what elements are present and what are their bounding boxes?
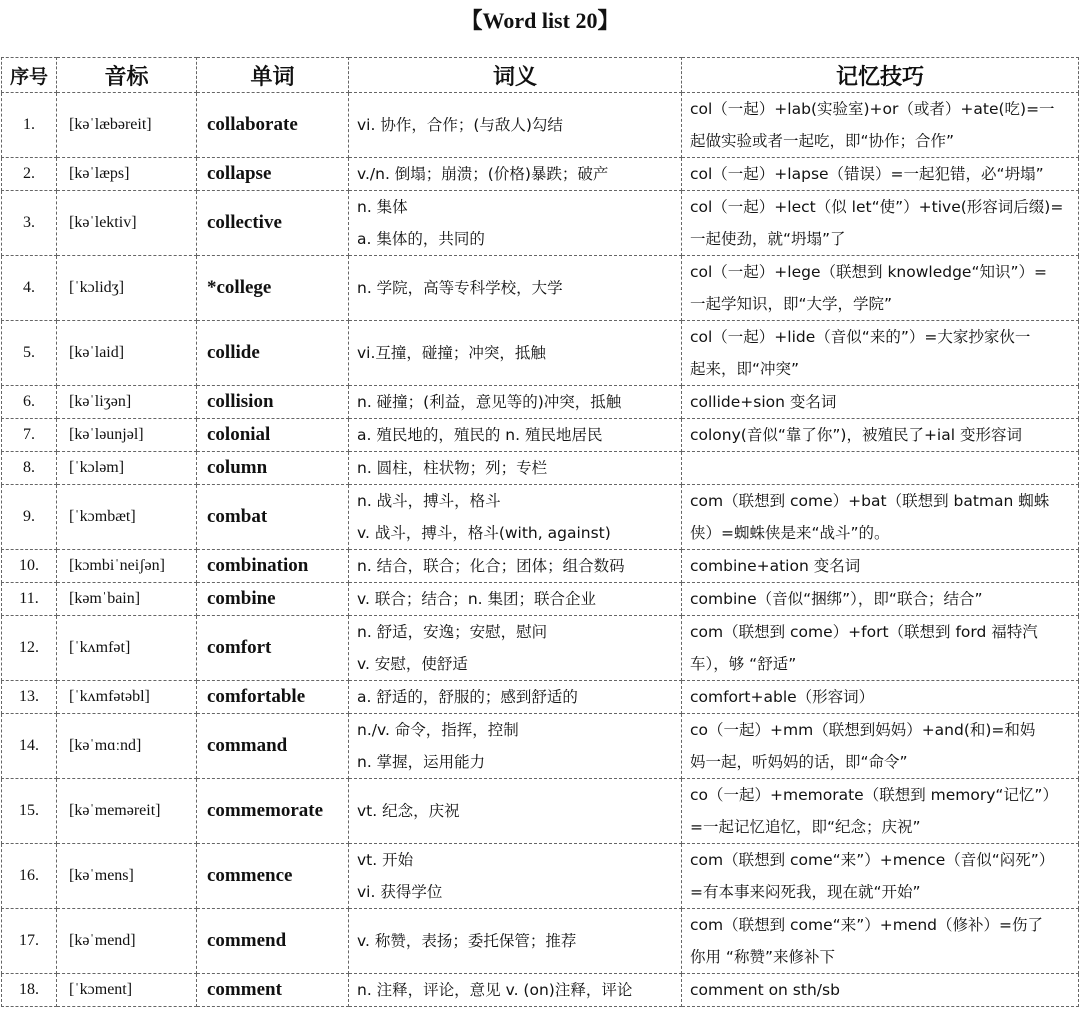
header-meaning: 词义 — [349, 58, 682, 93]
headword: collective — [197, 191, 349, 256]
definition-line: a. 殖民地的，殖民的 n. 殖民地居民 — [357, 426, 603, 444]
definition-line: v. 安慰，使舒适 — [357, 655, 468, 673]
memory-tip-cell — [682, 191, 1079, 256]
header-seq: 序号 — [2, 58, 57, 93]
table-header-row — [2, 58, 1079, 93]
definition-line: a. 集体的，共同的 — [357, 230, 485, 248]
table-row — [2, 779, 1079, 844]
definition-cell — [349, 256, 682, 321]
memory-tip-cell — [682, 158, 1079, 191]
word-list-table — [1, 57, 1079, 1007]
definition-cell — [349, 844, 682, 909]
definition-cell — [349, 321, 682, 386]
phonetic: [kəˈmɑːnd] — [57, 714, 197, 779]
headword: collapse — [197, 158, 349, 191]
row-number: 5. — [2, 321, 57, 386]
headword: *college — [197, 256, 349, 321]
row-number: 9. — [2, 485, 57, 550]
definition-cell — [349, 681, 682, 714]
page-title: 【Word list 20】 — [460, 8, 620, 33]
memory-tip-line: com（联想到 come“来”）+mence（音似“闷死”） — [690, 851, 1055, 869]
definition-cell — [349, 485, 682, 550]
definition-line: vi. 协作，合作；(与敌人)勾结 — [357, 116, 563, 134]
phonetic: [ˈkɔment] — [57, 974, 197, 1007]
memory-tip-cell — [682, 583, 1079, 616]
table-row — [2, 485, 1079, 550]
memory-tip-line: col（一起）+lege（联想到 knowledge“知识”）= — [690, 263, 1048, 281]
row-number: 1. — [2, 93, 57, 158]
row-number: 2. — [2, 158, 57, 191]
table-row — [2, 974, 1079, 1007]
memory-tip-line: 起做实验或者一起吃，即“协作；合作” — [690, 132, 955, 150]
phonetic: [kəˈləunjəl] — [57, 419, 197, 452]
headword: collaborate — [197, 93, 349, 158]
memory-tip-line: 车），够 “舒适” — [690, 655, 797, 673]
definition-line: n. 掌握，运用能力 — [357, 753, 486, 771]
phonetic: [ˈkʌmfət] — [57, 616, 197, 681]
definition-cell — [349, 452, 682, 485]
definition-line: n. 结合，联合；化合；团体；组合数码 — [357, 557, 625, 575]
definition-line: n. 碰撞；(利益，意见等的)冲突，抵触 — [357, 393, 622, 411]
table-row — [2, 93, 1079, 158]
headword: column — [197, 452, 349, 485]
phonetic: [kɔmbiˈneiʃən] — [57, 550, 197, 583]
memory-tip-line: col（一起）+lide（音似“来的”）=大家抄家伙一 — [690, 328, 1031, 346]
definition-cell — [349, 158, 682, 191]
memory-tip-line: 侠）=蜘蛛侠是来“战斗”的。 — [690, 524, 890, 542]
memory-tip-line: 起来，即“冲突” — [690, 360, 800, 378]
row-number: 3. — [2, 191, 57, 256]
headword: colonial — [197, 419, 349, 452]
definition-cell — [349, 583, 682, 616]
definition-line: n. 战斗，搏斗，格斗 — [357, 492, 501, 510]
memory-tip-line: combine（音似“捆绑”），即“联合；结合” — [690, 590, 983, 608]
memory-tip-line: co（一起）+memorate（联想到 memory“记忆”） — [690, 786, 1058, 804]
memory-tip-line: 你用 “称赞”来修补下 — [690, 948, 835, 966]
memory-tip-cell — [682, 452, 1079, 485]
memory-tip-line: col（一起）+lab(实验室)+or（或者）+ate(吃)=一 — [690, 100, 1055, 118]
definition-line: v. 联合；结合；n. 集团；联合企业 — [357, 590, 597, 608]
row-number: 18. — [2, 974, 57, 1007]
definition-cell — [349, 93, 682, 158]
definition-line: v./n. 倒塌；崩溃；(价格)暴跌；破产 — [357, 165, 609, 183]
memory-tip-line: colony(音似“靠了你”)，被殖民了+ial 变形容词 — [690, 426, 1022, 444]
memory-tip-line: col（一起）+lect（似 let“使”）+tive(形容词后缀)= — [690, 198, 1064, 216]
phonetic: [kəˈmens] — [57, 844, 197, 909]
table-row — [2, 419, 1079, 452]
definition-cell — [349, 550, 682, 583]
row-number: 11. — [2, 583, 57, 616]
headword: command — [197, 714, 349, 779]
table-row — [2, 386, 1079, 419]
definition-cell — [349, 909, 682, 974]
phonetic: [ˈkɔləm] — [57, 452, 197, 485]
memory-tip-line: com（联想到 come“来”）+mend（修补）=伤了 — [690, 916, 1044, 934]
definition-line: v. 称赞，表扬；委托保管；推荐 — [357, 932, 577, 950]
memory-tip-line: combine+ation 变名词 — [690, 557, 861, 575]
definition-cell — [349, 386, 682, 419]
row-number: 8. — [2, 452, 57, 485]
table-row — [2, 616, 1079, 681]
table-row — [2, 256, 1079, 321]
memory-tip-line: co（一起）+mm（联想到妈妈）+and(和)=和妈 — [690, 721, 1036, 739]
row-number: 15. — [2, 779, 57, 844]
memory-tip-line: 一起学知识，即“大学，学院” — [690, 295, 893, 313]
header-word: 单词 — [197, 58, 349, 93]
table-row — [2, 191, 1079, 256]
table-row — [2, 681, 1079, 714]
header-ipa: 音标 — [57, 58, 197, 93]
memory-tip-line: com（联想到 come）+fort（联想到 ford 福特汽 — [690, 623, 1038, 641]
memory-tip-line: 一起使劲，就“坍塌”了 — [690, 230, 846, 248]
definition-line: v. 战斗，搏斗，格斗(with, against) — [357, 524, 611, 542]
header-tip: 记忆技巧 — [682, 58, 1079, 93]
headword: commemorate — [197, 779, 349, 844]
headword: combine — [197, 583, 349, 616]
table-row — [2, 583, 1079, 616]
definition-line: vt. 纪念，庆祝 — [357, 802, 460, 820]
row-number: 12. — [2, 616, 57, 681]
headword: comment — [197, 974, 349, 1007]
memory-tip-line: com（联想到 come）+bat（联想到 batman 蜘蛛 — [690, 492, 1050, 510]
headword: comfortable — [197, 681, 349, 714]
headword: commence — [197, 844, 349, 909]
phonetic: [ˈkʌmfətəbl] — [57, 681, 197, 714]
table-row — [2, 714, 1079, 779]
phonetic: [kəˈlæps] — [57, 158, 197, 191]
definition-cell — [349, 714, 682, 779]
definition-line: vi. 获得学位 — [357, 883, 443, 901]
memory-tip-line: collide+sion 变名词 — [690, 393, 837, 411]
memory-tip-cell — [682, 974, 1079, 1007]
memory-tip-cell — [682, 681, 1079, 714]
headword: commend — [197, 909, 349, 974]
row-number: 16. — [2, 844, 57, 909]
phonetic: [ˈkɔlidʒ] — [57, 256, 197, 321]
memory-tip-line: =一起记忆追忆，即“纪念；庆祝” — [690, 818, 921, 836]
memory-tip-cell — [682, 386, 1079, 419]
definition-line: a. 舒适的，舒服的；感到舒适的 — [357, 688, 578, 706]
headword: combat — [197, 485, 349, 550]
row-number: 14. — [2, 714, 57, 779]
memory-tip-cell — [682, 909, 1079, 974]
memory-tip-cell — [682, 844, 1079, 909]
memory-tip-cell — [682, 93, 1079, 158]
memory-tip-cell — [682, 485, 1079, 550]
table-row — [2, 909, 1079, 974]
phonetic: [kəˈliʒən] — [57, 386, 197, 419]
table-row — [2, 844, 1079, 909]
row-number: 4. — [2, 256, 57, 321]
memory-tip-line: =有本事来闷死我，现在就“开始” — [690, 883, 921, 901]
memory-tip-cell — [682, 321, 1079, 386]
phonetic: [ˈkɔmbæt] — [57, 485, 197, 550]
memory-tip-cell — [682, 779, 1079, 844]
phonetic: [kəmˈbain] — [57, 583, 197, 616]
phonetic: [kəˈmeməreit] — [57, 779, 197, 844]
definition-line: n. 注释，评论，意见 v. (on)注释，评论 — [357, 981, 633, 999]
definition-line: n. 圆柱，柱状物；列；专栏 — [357, 459, 548, 477]
table-row — [2, 452, 1079, 485]
definition-line: n./v. 命令，指挥，控制 — [357, 721, 519, 739]
memory-tip-line: comfort+able（形容词） — [690, 688, 875, 706]
row-number: 6. — [2, 386, 57, 419]
memory-tip-cell — [682, 256, 1079, 321]
definition-cell — [349, 974, 682, 1007]
memory-tip-cell — [682, 714, 1079, 779]
definition-line: vt. 开始 — [357, 851, 414, 869]
headword: combination — [197, 550, 349, 583]
table-row — [2, 550, 1079, 583]
phonetic: [kəˈlæbəreit] — [57, 93, 197, 158]
phonetic: [kəˈlaid] — [57, 321, 197, 386]
definition-line: n. 舒适，安逸；安慰，慰问 — [357, 623, 548, 641]
memory-tip-cell — [682, 550, 1079, 583]
row-number: 13. — [2, 681, 57, 714]
table-row — [2, 321, 1079, 386]
definition-cell — [349, 419, 682, 452]
phonetic: [kəˈlektiv] — [57, 191, 197, 256]
definition-line: n. 学院，高等专科学校，大学 — [357, 279, 563, 297]
memory-tip-line: comment on sth/sb — [690, 981, 840, 999]
definition-cell — [349, 779, 682, 844]
headword: comfort — [197, 616, 349, 681]
memory-tip-line: 妈一起，听妈妈的话，即“命令” — [690, 753, 908, 771]
table-row — [2, 158, 1079, 191]
definition-line: n. 集体 — [357, 198, 408, 216]
row-number: 17. — [2, 909, 57, 974]
phonetic: [kəˈmend] — [57, 909, 197, 974]
memory-tip-cell — [682, 616, 1079, 681]
definition-cell — [349, 191, 682, 256]
headword: collision — [197, 386, 349, 419]
definition-cell — [349, 616, 682, 681]
row-number: 7. — [2, 419, 57, 452]
memory-tip-cell — [682, 419, 1079, 452]
row-number: 10. — [2, 550, 57, 583]
memory-tip-line: col（一起）+lapse（错误）=一起犯错，必“坍塌” — [690, 165, 1044, 183]
headword: collide — [197, 321, 349, 386]
definition-line: vi.互撞，碰撞；冲突，抵触 — [357, 344, 546, 362]
